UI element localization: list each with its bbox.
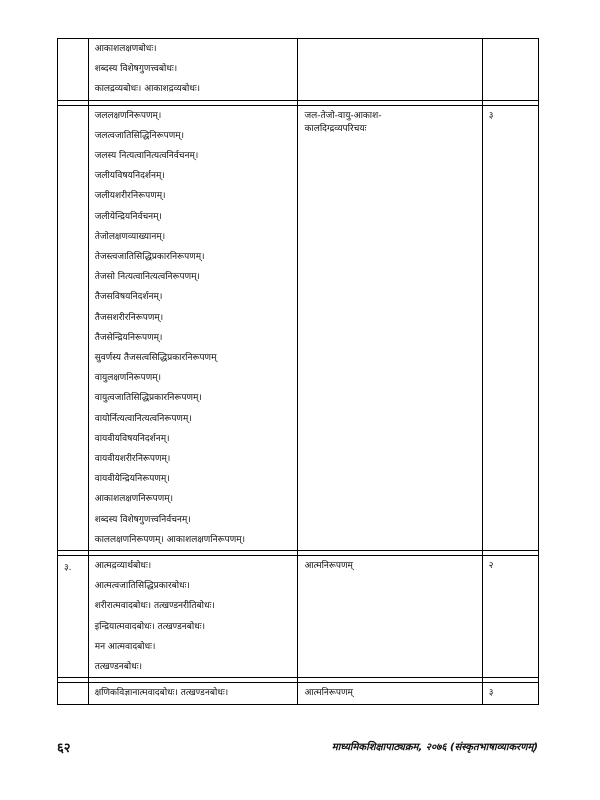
lesson-item: तैजसेन्द्रियनिरूपणम्। [94, 332, 163, 343]
lesson-item: आकाशलक्षणनिरूपणम्। [94, 494, 174, 505]
lessons-cell [88, 39, 298, 101]
lesson-item: तेजोलक्षणव्याख्यानम्। [94, 231, 166, 242]
lesson-item: जलीयेन्द्रियनिर्वचनम्। [94, 211, 162, 222]
topic-cell [298, 39, 482, 101]
lesson-item: तैजसविषयनिदर्शनम्। [94, 292, 163, 303]
serial-number-cell [58, 105, 89, 550]
lesson-item: वायवीयविषयनिदर्शनम्। [94, 433, 170, 444]
lesson-item: तत्खण्डनबोधः। [94, 662, 143, 673]
lessons-cell [88, 105, 298, 550]
topic-line: आत्मनिरूपणम् [304, 688, 353, 699]
lesson-item: जलत्वजातिसिद्धिनिरूपणम्। [94, 130, 184, 141]
lesson-item: सुवर्णस्य तैजसत्वसिद्धिप्रकारनिरूपणम् [94, 353, 217, 364]
teaching-hours-cell: ३ [482, 105, 538, 550]
lesson-item: क्षणिकविज्ञानात्मवादबोधः। तत्खण्डनबोधः। [94, 688, 229, 699]
lesson-item: इन्द्रियात्मवादबोधः। तत्खण्डनबोधः। [94, 621, 206, 632]
serial-number-cell [58, 683, 89, 704]
lesson-item: कालद्रव्यबोधः। आकाशद्रव्यबोधः। [94, 84, 201, 95]
syllabus-table [57, 38, 539, 705]
serial-number-cell: ३. [58, 556, 89, 678]
lesson-item: जललक्षणनिरूपणम्। [94, 110, 162, 121]
lesson-item: शरीरात्मवादबोधः। तत्खण्डनरीतिबोधः। [94, 601, 215, 612]
lesson-item: शब्दस्य विशेषगुणत्त्वनिर्वचनम्। [94, 514, 191, 525]
syllabus-table-body [58, 39, 539, 705]
lesson-item: आत्मत्वजातिसिद्धिप्रकारबोधः। [94, 581, 190, 592]
table-row [58, 556, 539, 678]
lesson-item: आकाशलक्षणबोधः। [94, 44, 157, 54]
lesson-item: वायोर्नित्यत्वानित्यत्वनिरूपणम्। [94, 413, 192, 424]
lesson-item: वायवीयेन्द्रियनिरूपणम्। [94, 474, 170, 485]
teaching-hours-cell [482, 39, 538, 101]
lesson-item: तेजसो नित्यत्वानित्यत्वनिरूपणम्। [94, 272, 200, 283]
lesson-item: जलीयविषयनिदर्शनम्। [94, 171, 165, 182]
lesson-item: तैजसशरीरनिरूपणम्। [94, 312, 164, 323]
lesson-item: वायुत्वजातिसिद्धिप्रकारनिरूपणम्। [94, 393, 202, 404]
lesson-item: वायुलक्षणनिरूपणम्। [94, 373, 162, 384]
page-number: ६२ [57, 741, 71, 756]
lesson-item: वायवीयशरीरनिरूपणम्। [94, 454, 171, 465]
lesson-item: मन आत्मवादबोधः। [94, 641, 156, 652]
table-row [58, 683, 539, 704]
lesson-item: आत्मद्रव्यार्थबोधः। [94, 561, 152, 572]
topic-line: आत्मनिरूपणम् [304, 561, 353, 572]
lesson-item: शब्दस्य विशेषगुणत्त्वबोधः। [94, 64, 178, 75]
topic-line: जल-तेजो-वायु-आकाश- [304, 110, 382, 121]
topic-cell [298, 105, 482, 550]
lesson-item: तेजस्त्वजातिसिद्धिप्रकारनिरूपणम्। [94, 252, 205, 263]
topic-cell [298, 683, 482, 704]
curriculum-title: माध्यमिकशिक्षापाठ्यक्रम, २०७६ (संस्कृतभाषाव्याकरणम्) [331, 742, 538, 753]
lessons-cell [88, 683, 298, 704]
table-row [58, 39, 539, 101]
lesson-item: काललक्षणनिरूपणम्। आकाशलक्षणनिरूपणम्। [94, 534, 246, 545]
serial-number-cell [58, 39, 89, 101]
topic-line: कालदिग्द्रव्यपरिचयः [304, 123, 367, 134]
lesson-item: जलीयशरीरनिरूपणम्। [94, 191, 166, 202]
lessons-cell [88, 556, 298, 678]
teaching-hours-cell: २ [482, 556, 538, 678]
table-row [58, 105, 539, 550]
teaching-hours-cell: ३ [482, 683, 538, 704]
topic-cell [298, 556, 482, 678]
lesson-item: जलस्य नित्यत्वानित्यत्वनिर्वचनम्। [94, 151, 199, 162]
